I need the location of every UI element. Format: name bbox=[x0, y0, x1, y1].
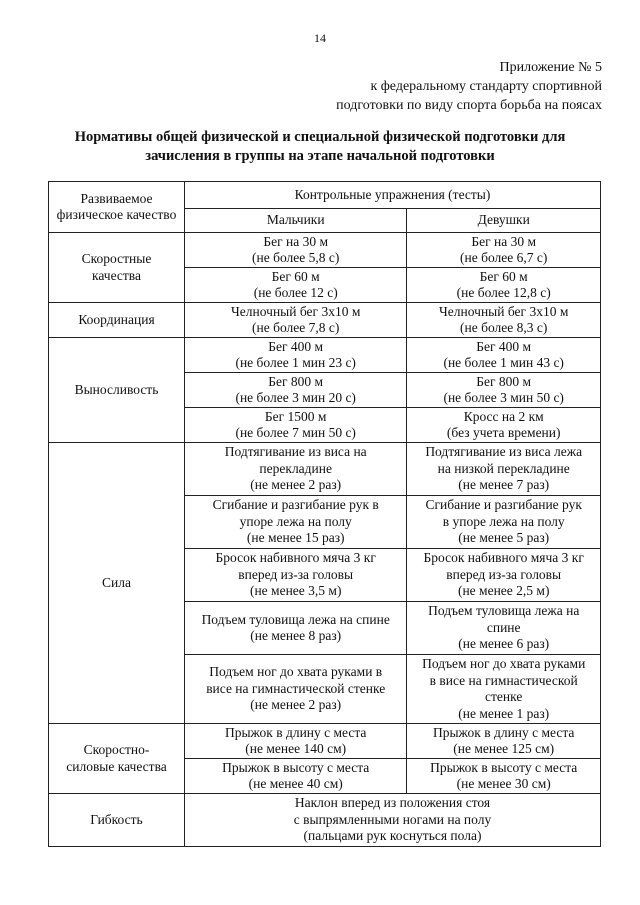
norm-line: висе на гимнастической стенке bbox=[206, 680, 386, 696]
norm-line: Челночный бег 3х10 м bbox=[231, 303, 361, 319]
norm-line: (не менее 40 см) bbox=[248, 776, 343, 791]
table-header-row bbox=[49, 182, 601, 209]
norm-line: Прыжок в длину с места bbox=[432, 724, 575, 740]
boys-norm-cell bbox=[185, 496, 407, 549]
norm-line: (пальцами рук коснуться пола) bbox=[303, 828, 482, 844]
boys-norm-cell bbox=[185, 724, 407, 759]
title-line: Нормативы общей физической и специальной физической подготовки для bbox=[74, 129, 566, 145]
norm-line: Сгибание и разгибание рук bbox=[425, 497, 582, 513]
norm-line: (не менее 5 раз) bbox=[458, 530, 550, 546]
girls-norm-cell bbox=[407, 655, 601, 724]
standards-table bbox=[48, 181, 601, 847]
norm-line: стенке bbox=[485, 689, 523, 704]
quality-line: Выносливость bbox=[74, 381, 159, 397]
norm-line: Челночный бег 3х10 м bbox=[439, 303, 569, 319]
norm-line: (не менее 8 раз) bbox=[250, 628, 342, 643]
boys-norm-cell bbox=[185, 655, 407, 724]
norm-line: Бег 800 м bbox=[476, 373, 532, 389]
norm-line: Бег на 30 м bbox=[263, 233, 329, 249]
norm-line: (не менее 125 см) bbox=[453, 741, 555, 756]
norm-line: вперед из-за головы bbox=[238, 566, 354, 582]
boys-norm-cell bbox=[185, 602, 407, 655]
quality-cell bbox=[49, 724, 185, 794]
boys-norm-cell bbox=[185, 408, 407, 443]
norm-line: Наклон вперед из положения стоя bbox=[294, 795, 491, 811]
girls-norm-cell bbox=[407, 233, 601, 268]
norm-line: Подтягивание из виса лежа bbox=[425, 444, 583, 460]
boys-norm-cell bbox=[185, 338, 407, 373]
girls-norm-cell bbox=[407, 443, 601, 496]
norm-line: Подъем туловища лежа на bbox=[428, 603, 580, 619]
girls-norm-cell bbox=[407, 268, 601, 303]
boys-norm-cell bbox=[185, 233, 407, 268]
norm-line: Бросок набивного мяча 3 кг bbox=[423, 550, 584, 566]
norm-line: Подъем туловища лежа на спине bbox=[201, 611, 390, 627]
quality-line: Скоростно- bbox=[83, 742, 150, 757]
quality-cell bbox=[49, 443, 185, 724]
norm-line: (не более 7,8 с) bbox=[252, 320, 340, 335]
header-quality-line: Развиваемое bbox=[80, 190, 153, 206]
quality-line: силовые качества bbox=[66, 758, 167, 774]
table-row bbox=[49, 338, 601, 373]
norm-line: (не менее 6 раз) bbox=[458, 636, 550, 652]
norm-line: (без учета времени) bbox=[446, 425, 561, 440]
appendix-heading bbox=[336, 58, 602, 115]
norm-line: (не более 12,8 с) bbox=[456, 285, 551, 300]
quality-cell: Гибкость bbox=[49, 794, 185, 847]
norm-line: Подъем ног до хвата руками в bbox=[209, 664, 383, 680]
norm-line: с выпрямленными ногами на полу bbox=[293, 811, 492, 827]
girls-norm-cell bbox=[407, 373, 601, 408]
quality-cell bbox=[49, 338, 185, 443]
girls-norm-cell bbox=[407, 759, 601, 794]
header-tests-cell: Контрольные упражнения (тесты) bbox=[185, 182, 601, 209]
norm-line: в упоре лежа на полу bbox=[442, 513, 565, 529]
norm-line: (не более 5,8 с) bbox=[252, 250, 340, 265]
header-quality-line: физическое качество bbox=[56, 207, 177, 222]
boys-norm-cell bbox=[185, 759, 407, 794]
norm-line: на низкой перекладине bbox=[437, 460, 570, 476]
girls-norm-cell bbox=[407, 724, 601, 759]
table-row bbox=[49, 443, 601, 496]
norm-line: (не более 7 мин 50 с) bbox=[235, 425, 356, 440]
boys-norm-cell bbox=[185, 549, 407, 602]
norm-line: (не менее 7 раз) bbox=[458, 477, 550, 493]
norm-line: в висе на гимнастической bbox=[429, 672, 578, 688]
girls-norm-cell bbox=[407, 408, 601, 443]
norm-line: Кросс на 2 км bbox=[463, 408, 544, 424]
header-quality-cell bbox=[49, 182, 185, 233]
norm-line: (не более 1 мин 23 с) bbox=[235, 355, 356, 370]
table-row bbox=[49, 303, 601, 338]
quality-line: Координация bbox=[78, 311, 155, 327]
norm-line: (не более 3 мин 50 с) bbox=[443, 390, 564, 405]
norm-line: Бег на 30 м bbox=[471, 233, 537, 249]
norm-line: Прыжок в высоту с места bbox=[430, 759, 578, 775]
norm-line: упоре лежа на полу bbox=[239, 513, 352, 529]
norm-line: (не менее 15 раз) bbox=[246, 530, 345, 546]
quality-line: Скоростные bbox=[81, 251, 152, 266]
norm-line: (не менее 2 раз) bbox=[250, 697, 342, 713]
table-row bbox=[49, 724, 601, 759]
boys-norm-cell bbox=[185, 268, 407, 303]
norm-line: Бег 60 м bbox=[479, 268, 528, 284]
norm-line: (не более 8,3 с) bbox=[460, 320, 548, 335]
boys-norm-cell bbox=[185, 443, 407, 496]
boys-norm-cell bbox=[185, 373, 407, 408]
norm-line: Подъем ног до хвата руками bbox=[422, 656, 586, 671]
norm-line: (не более 3 мин 20 с) bbox=[235, 390, 356, 405]
norm-line: (не более 1 мин 43 с) bbox=[443, 355, 564, 370]
norm-line: перекладине bbox=[259, 460, 332, 476]
norm-line: Бег 60 м bbox=[271, 268, 320, 284]
girls-norm-cell bbox=[407, 549, 601, 602]
norm-line: вперед из-за головы bbox=[446, 566, 562, 582]
norm-line: Подтягивание из виса на bbox=[224, 444, 367, 460]
quality-line: Сила bbox=[102, 574, 131, 590]
header-girls-cell: Девушки bbox=[407, 208, 601, 232]
norm-line: (не более 6,7 с) bbox=[460, 250, 548, 265]
norm-line: Бросок набивного мяча 3 кг bbox=[215, 550, 376, 566]
table-row bbox=[49, 794, 601, 847]
appendix-line: к федеральному стандарту спортивной bbox=[370, 79, 602, 94]
quality-line: качества bbox=[91, 267, 141, 283]
document-title bbox=[40, 128, 600, 166]
quality-cell bbox=[49, 303, 185, 338]
norm-line: (не менее 2 раз) bbox=[250, 477, 342, 493]
norm-line: Бег 400 м bbox=[268, 338, 324, 354]
norm-line: (не менее 2,5 м) bbox=[457, 583, 550, 599]
norm-line: Сгибание и разгибание рук в bbox=[212, 497, 379, 513]
girls-norm-cell bbox=[407, 338, 601, 373]
flexibility-norm-cell bbox=[185, 794, 601, 847]
norm-line: (не менее 30 см) bbox=[456, 776, 551, 791]
norm-line: Бег 800 м bbox=[268, 373, 324, 389]
quality-cell bbox=[49, 233, 185, 303]
appendix-line: подготовки по виду спорта борьба на поясах bbox=[336, 98, 602, 113]
boys-norm-cell bbox=[185, 303, 407, 338]
norm-line: (не менее 1 раз) bbox=[458, 705, 550, 721]
norm-line: (не менее 3,5 м) bbox=[249, 583, 342, 599]
norm-line: Бег 1500 м bbox=[264, 408, 327, 424]
girls-norm-cell bbox=[407, 496, 601, 549]
norm-line: (не более 12 с) bbox=[253, 285, 338, 300]
norm-line: Прыжок в высоту с места bbox=[222, 759, 370, 775]
girls-norm-cell bbox=[407, 303, 601, 338]
header-boys-cell: Мальчики bbox=[185, 208, 407, 232]
page-number: 14 bbox=[314, 31, 326, 45]
title-line: зачисления в группы на этапе начальной подготовки bbox=[145, 148, 495, 164]
norm-line: Прыжок в длину с места bbox=[224, 724, 367, 740]
table-row bbox=[49, 233, 601, 268]
appendix-line: Приложение № 5 bbox=[499, 60, 602, 75]
girls-norm-cell bbox=[407, 602, 601, 655]
norm-line: (не менее 140 см) bbox=[245, 741, 347, 756]
norm-line: спине bbox=[486, 619, 521, 635]
norm-line: Бег 400 м bbox=[476, 338, 532, 354]
